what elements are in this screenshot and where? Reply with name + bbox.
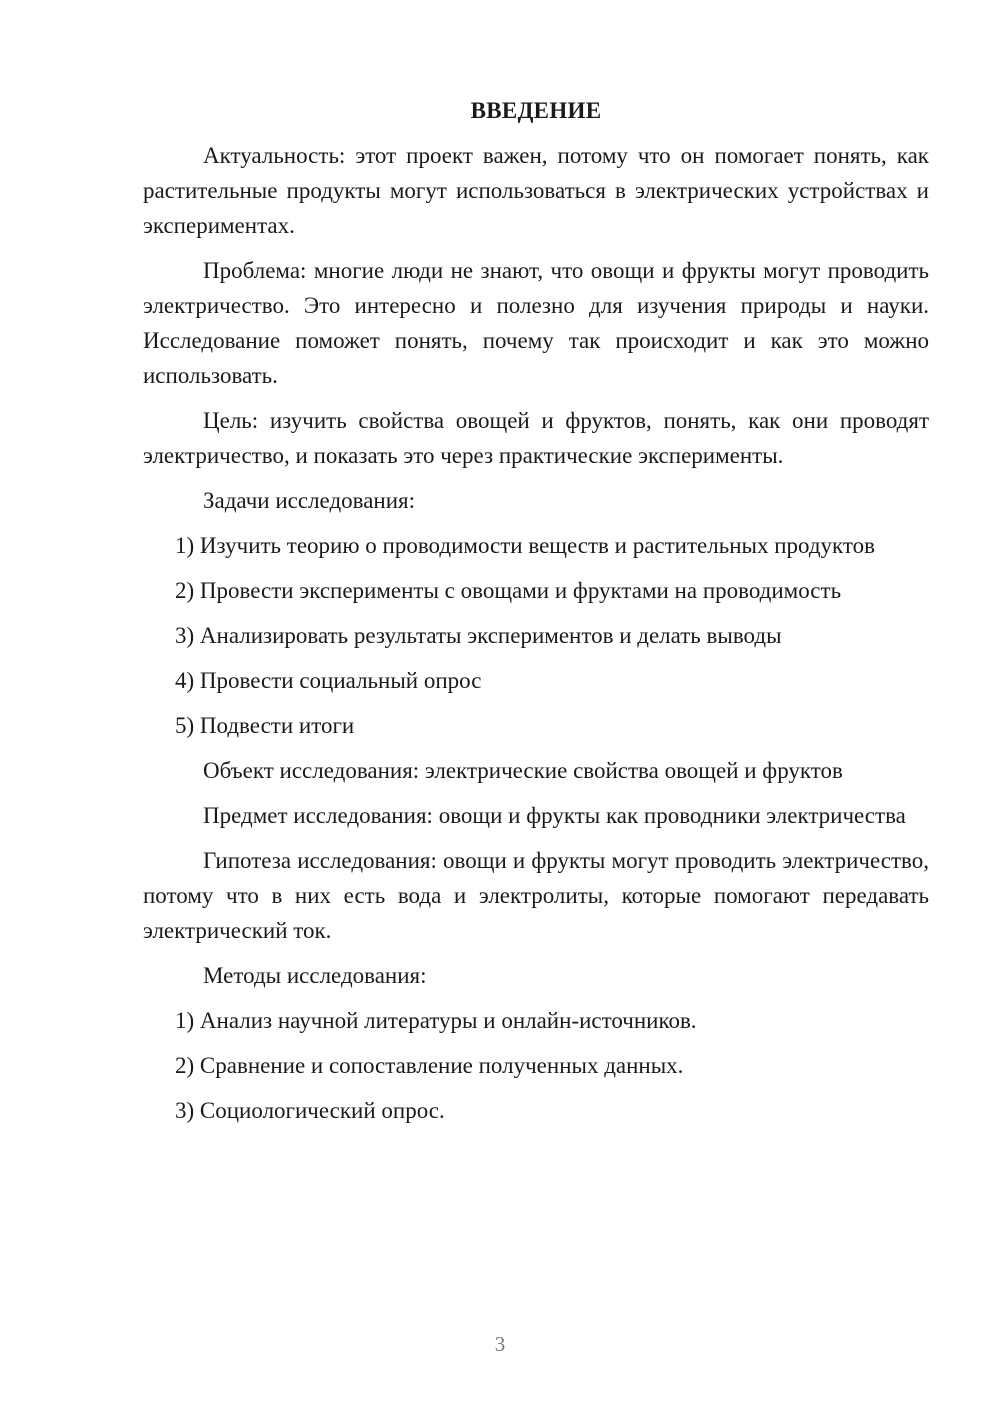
object-paragraph: Объект исследования: электрические свойства овощей и фруктов: [203, 758, 843, 783]
task-item-5: 5) Подвести итоги: [175, 713, 355, 738]
problem-paragraph: Проблема: многие люди не знают, что овощи и фрукты могут проводить электричество. Это интересно и полезно для изучения природы и науки. Исследование поможет понять, почему так происходит и как это можно использовать.: [143, 258, 929, 388]
method-item-2: 2) Сравнение и сопоставление полученных данных.: [175, 1053, 684, 1078]
hypothesis-paragraph: Гипотеза исследования: овощи и фрукты могут проводить электричество, потому что в них есть вода и электролиты, которые помогают передавать электрический ток.: [143, 848, 929, 943]
method-item-3: 3) Социологический опрос.: [175, 1098, 445, 1123]
relevance-paragraph: Актуальность: этот проект важен, потому что он помогает понять, как растительные продукты могут использоваться в электрических устройствах и экспериментах.: [143, 143, 929, 238]
tasks-heading: Задачи исследования:: [203, 488, 416, 513]
subject-paragraph: Предмет исследования: овощи и фрукты как проводники электричества: [203, 803, 906, 828]
document-page: [143, 96, 929, 1138]
methods-heading: Методы исследования:: [203, 963, 427, 988]
section-title: ВВЕДЕНИЕ: [470, 98, 602, 123]
task-item-3: 3) Анализировать результаты экспериментов и делать выводы: [175, 623, 782, 648]
task-item-1: 1) Изучить теорию о проводимости веществ и растительных продуктов: [175, 533, 876, 558]
page-number: 3: [494, 1332, 506, 1356]
task-item-4: 4) Провести социальный опрос: [175, 668, 482, 693]
task-item-2: 2) Провести эксперименты с овощами и фруктами на проводимость: [175, 578, 842, 603]
method-item-1: 1) Анализ научной литературы и онлайн-источников.: [175, 1008, 697, 1033]
goal-paragraph: Цель: изучить свойства овощей и фруктов, понять, как они проводят электричество, и показать это через практические эксперименты.: [143, 408, 929, 468]
